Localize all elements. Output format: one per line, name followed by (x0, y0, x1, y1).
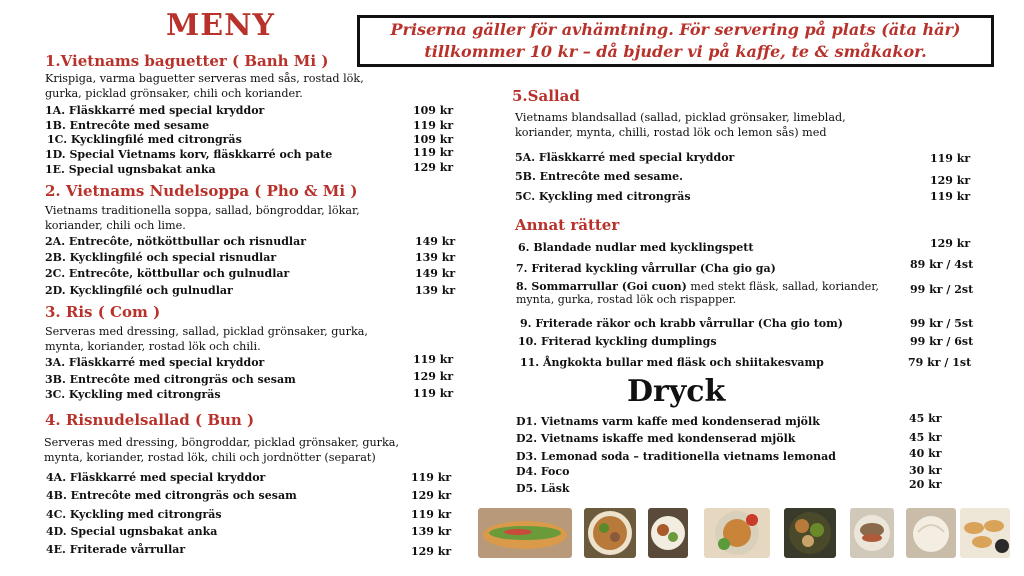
noodle-salad-photo (704, 508, 770, 558)
menu-item-1b: 1B. Entrecôte med sesame (45, 119, 210, 132)
menu-item-2a: 2A. Entrecôte, nötköttbullar och risnudlar (45, 235, 307, 248)
section-heading-annat: Annat rätter (515, 216, 620, 234)
item-name: 8. Sommarrullar (Goi cuon) (516, 280, 687, 293)
desc-line: gurka, picklad grönsaker, chili och koriander. (45, 86, 303, 100)
menu-item-5b: 5B. Entrecôte med sesame. (515, 170, 683, 183)
desc-line: Vietnams blandsallad (sallad, picklad grönsaker, limeblad, (515, 111, 846, 124)
price-9: 99 kr / 5st (910, 317, 974, 330)
price-2a: 149 kr (415, 235, 456, 248)
drink-item-d4: D4. Foco (516, 465, 570, 478)
rice-dish-photo (648, 508, 688, 558)
item-extra: med stekt fläsk, sallad, koriander, (686, 280, 879, 293)
section-heading-dryck: Dryck (627, 374, 726, 409)
menu-item-5a: 5A. Fläskkarré med special kryddor (515, 151, 735, 164)
price-3a: 119 kr (413, 353, 454, 366)
menu-item-5c: 5C. Kyckling med citrongräs (515, 190, 691, 203)
price-d4: 30 kr (909, 464, 942, 477)
desc-line: koriander, chili och lime. (45, 218, 186, 232)
menu-title: MENY (166, 8, 275, 43)
desc-line: mynta, koriander, rostad lök, chili och jordnötter (separat) (44, 450, 376, 464)
price-3c: 119 kr (413, 387, 454, 400)
price-11: 79 kr / 1st (908, 356, 972, 369)
menu-item-1d: 1D. Special Vietnams korv, fläskkarré och pate (45, 148, 333, 161)
pho-photo (584, 508, 636, 558)
section-desc-com (45, 325, 368, 354)
price-4a: 119 kr (411, 471, 452, 484)
menu-item-2c: 2C. Entrecôte, köttbullar och gulnudlar (45, 267, 290, 280)
menu-item-1c: 1C. Kycklingfilé med citrongräs (47, 133, 242, 146)
menu-item-4c: 4C. Kyckling med citrongräs (46, 508, 222, 521)
menu-item-2b: 2B. Kycklingfilé och special risnudlar (45, 251, 277, 264)
price-1d: 119 kr (413, 146, 454, 159)
section-desc-banh-mi (45, 72, 364, 101)
menu-item-1e: 1E. Special ugnsbakat anka (45, 163, 216, 176)
menu-item-3b: 3B. Entrecôte med citrongräs och sesam (45, 373, 296, 386)
notice-line-2: tillkommer 10 kr – då bjuder vi på kaffe, te & småkakor. (424, 42, 927, 61)
section-heading-pho: 2. Vietnams Nudelsoppa ( Pho & Mi ) (45, 182, 358, 200)
banh-mi-photo (478, 508, 572, 558)
menu-item-9: 9. Friterade räkor och krabb vårrullar (Cha gio tom) (520, 317, 843, 330)
menu-item-4b: 4B. Entrecôte med citrongräs och sesam (46, 489, 297, 502)
price-2c: 149 kr (415, 267, 456, 280)
price-2d: 139 kr (415, 284, 456, 297)
menu-item-2d: 2D. Kycklingfilé och gulnudlar (45, 284, 233, 297)
menu-item-4d: 4D. Special ugnsbakat anka (46, 525, 218, 538)
price-1b: 119 kr (413, 119, 454, 132)
price-2b: 139 kr (415, 251, 456, 264)
menu-item-8-cont (516, 293, 736, 306)
menu-item-6: 6. Blandade nudlar med kycklingspett (518, 241, 754, 254)
summer-rolls-photo (850, 508, 894, 558)
menu-item-3a: 3A. Fläskkarré med special kryddor (45, 356, 265, 369)
dumplings-photo (960, 508, 1010, 558)
steamed-bun-photo (906, 508, 956, 558)
price-d2: 45 kr (909, 431, 942, 444)
price-5b: 129 kr (930, 174, 971, 187)
price-4d: 139 kr (411, 525, 452, 538)
section-heading-banh-mi: 1.Vietnams baguetter ( Banh Mi ) (45, 52, 329, 70)
section-desc-bun (44, 436, 399, 465)
price-d1: 45 kr (909, 412, 942, 425)
menu-item-11: 11. Ångkokta bullar med fläsk och shiitakesvamp (520, 356, 824, 369)
notice-line-1: Priserna gäller för avhämtning. För servering på plats (äta här) (390, 20, 961, 39)
drink-item-d5: D5. Läsk (516, 482, 570, 495)
desc-line: Vietnams traditionella soppa, sallad, böngroddar, lökar, (45, 204, 360, 217)
menu-item-10: 10. Friterad kyckling dumplings (518, 335, 717, 348)
desc-line: mynta, koriander, rostad lök och chili. (45, 339, 261, 353)
price-7: 89 kr / 4st (910, 258, 974, 271)
price-1a: 109 kr (413, 104, 454, 117)
price-5c: 119 kr (930, 190, 971, 203)
menu-item-8 (516, 280, 879, 293)
spring-rolls-photo (784, 508, 836, 558)
price-4b: 129 kr (411, 489, 452, 502)
price-6: 129 kr (930, 237, 971, 250)
desc-line: Serveras med dressing, sallad, picklad grönsaker, gurka, (45, 325, 368, 338)
section-heading-bun: 4. Risnudelsallad ( Bun ) (45, 411, 255, 429)
price-10: 99 kr / 6st (910, 335, 974, 348)
price-d3: 40 kr (909, 447, 942, 460)
item-extra: mynta, gurka, rostad lök och rispapper. (516, 293, 737, 306)
menu-item-3c: 3C. Kyckling med citrongräs (45, 388, 221, 401)
price-4c: 119 kr (411, 508, 452, 521)
desc-line: koriander, mynta, chilli, rostad lök och lemon sås) med (515, 125, 827, 139)
drink-item-d2: D2. Vietnams iskaffe med kondenserad mjölk (516, 432, 796, 445)
drink-item-d3: D3. Lemonad soda – traditionella vietnams lemonad (516, 450, 836, 463)
menu-item-4a: 4A. Fläskkarré med special kryddor (46, 471, 266, 484)
section-heading-com: 3. Ris ( Com ) (45, 303, 161, 321)
price-1e: 129 kr (413, 161, 454, 174)
section-desc-pho (45, 204, 360, 233)
section-heading-sallad: 5.Sallad (512, 87, 580, 105)
pricing-notice (357, 15, 994, 67)
price-4e: 129 kr (411, 545, 452, 558)
drink-item-d1: D1. Vietnams varm kaffe med kondenserad mjölk (516, 415, 820, 428)
menu-item-7: 7. Friterad kyckling vårrullar (Cha gio ga) (516, 262, 776, 275)
section-desc-sallad (515, 111, 846, 140)
desc-line: Serveras med dressing, böngroddar, picklad grönsaker, gurka, (44, 436, 400, 449)
price-5a: 119 kr (930, 152, 971, 165)
price-d5: 20 kr (909, 478, 942, 491)
price-1c: 109 kr (413, 133, 454, 146)
price-3b: 129 kr (413, 370, 454, 383)
price-8: 99 kr / 2st (910, 283, 974, 296)
desc-line: Krispiga, varma baguetter serveras med sås, rostad lök, (45, 72, 364, 85)
menu-item-1a: 1A. Fläskkarré med special kryddor (45, 104, 265, 117)
menu-item-4e: 4E. Friterade vårrullar (46, 543, 186, 556)
